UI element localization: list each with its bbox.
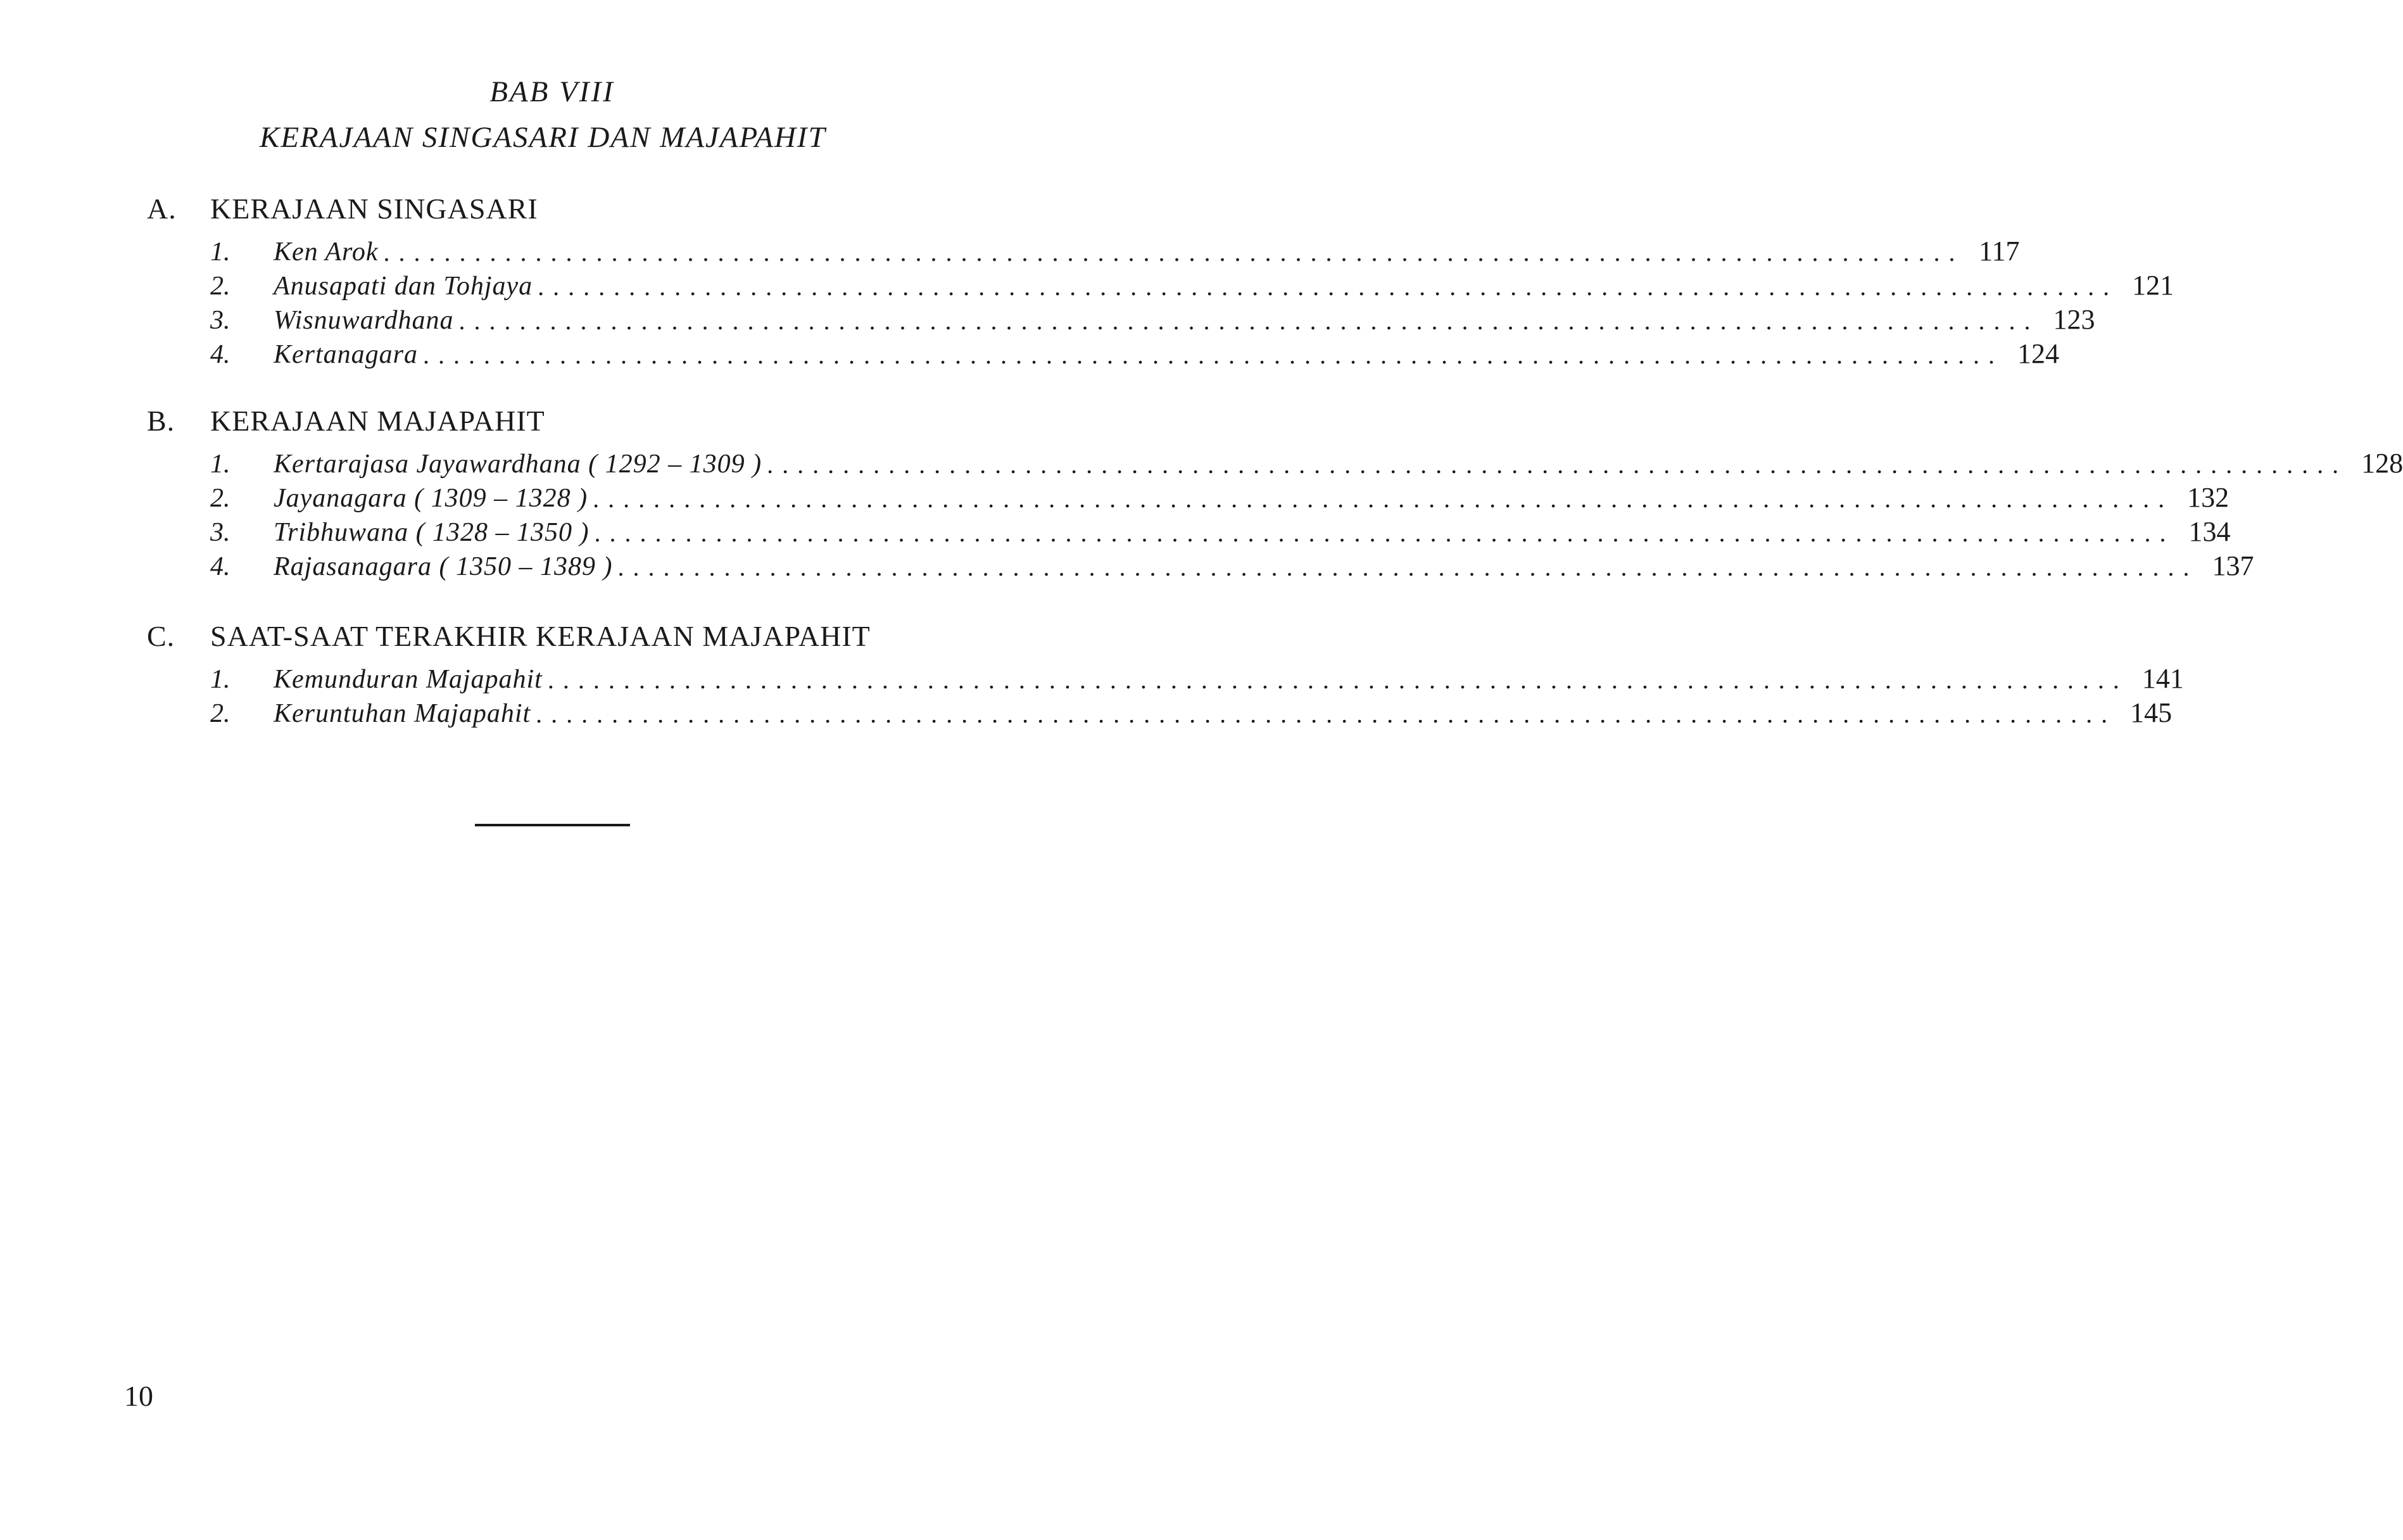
entry-number: 1. [210,665,230,694]
dot-leader: ........................................................................................................ [383,238,1964,267]
entry-page: 121 [2132,270,2174,301]
dot-leader: ........................................................................................................ [538,272,2119,301]
entry-number: 3. [210,518,230,547]
section-letter: C. [147,619,175,652]
section-title: SAAT-SAAT TERAKHIR KERAJAAN MAJAPAHIT [210,619,871,652]
chapter-label: BAB VIII [489,75,615,108]
dot-leader: ........................................................................................................ [458,306,2040,335]
page-number: 10 [124,1380,153,1412]
entry-page: 137 [2212,550,2254,581]
dot-leader: ........................................................................................................ [617,553,2198,581]
chapter-title: KERAJAAN SINGASARI DAN MAJAPAHIT [260,121,826,154]
entry-page: 134 [2188,516,2231,547]
entry-title: Anusapati dan Tohjaya [274,272,533,301]
entry-title: Jayanagara ( 1309 – 1328 ) [274,484,588,513]
toc-entry [147,695,2173,729]
entry-title: Rajasanagara ( 1350 – 1389 ) [274,552,613,581]
entry-page: 117 [1979,236,2020,267]
toc-entry [147,660,2184,695]
dot-leader: ........................................................................................................ [593,484,2174,513]
closing-rule [475,824,630,826]
entry-page: 124 [2017,338,2060,369]
entry-title: Kertanagara [274,340,419,369]
entry-number: 4. [210,340,230,369]
section-heading [147,184,970,233]
entry-number: 2. [210,699,230,728]
toc-section-b [147,396,2403,582]
toc-entry [147,445,2403,479]
toc-entry [147,514,2231,548]
entry-number: 2. [210,484,230,513]
entry-page: 132 [2187,482,2230,513]
toc-entry [147,233,2020,267]
dot-leader: ........................................................................................................ [547,666,2128,694]
entry-page: 145 [2130,697,2173,728]
entry-title: Kemunduran Majapahit [274,665,543,694]
entry-page: 128 [2361,448,2403,479]
section-heading [147,611,970,660]
section-title: KERAJAAN SINGASARI [210,192,538,225]
entry-title: Keruntuhan Majapahit [274,699,531,728]
entry-number: 3. [210,306,230,335]
entry-number: 1. [210,450,230,479]
toc-section-c [147,611,2184,729]
entry-title: Tribhuwana ( 1328 – 1350 ) [274,518,590,547]
entry-number: 1. [210,237,230,267]
section-letter: A. [147,192,177,225]
entry-title: Ken Arok [274,237,379,267]
entry-title: Wisnuwardhana [274,306,454,335]
toc-entry [147,267,2174,301]
toc-section-a [147,184,2174,370]
dot-leader: ........................................................................................................ [767,450,2348,479]
toc-entry [147,301,2095,336]
dot-leader: ........................................................................................................ [423,341,2004,369]
toc-entry [147,479,2230,514]
section-letter: B. [147,404,175,437]
toc-entry [147,336,2060,370]
entry-number: 4. [210,552,230,581]
toc-entry [147,548,2254,582]
section-heading [147,396,970,445]
section-title: KERAJAAN MAJAPAHIT [210,404,545,437]
entry-page: 141 [2141,663,2184,694]
dot-leader: ........................................................................................................ [594,519,2175,547]
entry-page: 123 [2053,304,2095,335]
dot-leader: ........................................................................................................ [536,700,2117,728]
entry-title: Kertarajasa Jayawardhana ( 1292 – 1309 ) [274,450,762,479]
entry-number: 2. [210,272,230,301]
